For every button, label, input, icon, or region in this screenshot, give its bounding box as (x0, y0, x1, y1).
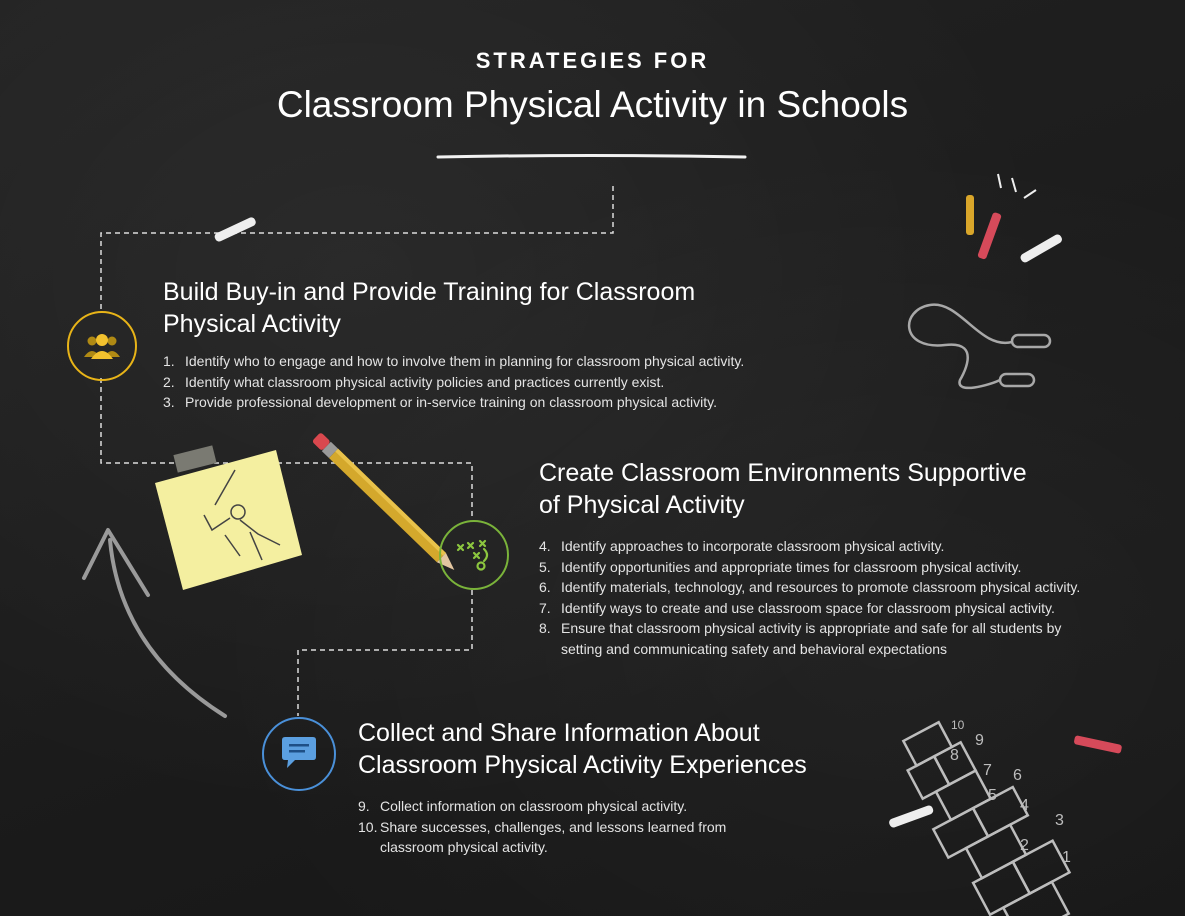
section-2-heading-line2: of Physical Activity (539, 491, 745, 519)
hopscotch-number: 10 (951, 718, 965, 732)
section-3-heading (358, 717, 807, 781)
hopscotch-grid (890, 701, 1086, 916)
title-underline (438, 156, 745, 158)
section-2-list (539, 536, 1179, 659)
list-item (358, 796, 838, 817)
item-text: Share successes, challenges, and lessons learned from (380, 818, 727, 835)
list-item (539, 598, 1179, 619)
list-item (539, 557, 1179, 578)
section-2-heading-line1: Create Classroom Environments Supportive (539, 459, 1027, 487)
playbook-icon (454, 537, 494, 573)
section-2-heading (539, 457, 1027, 521)
item-text-continued: setting and communicating safety and behavioral expectations (561, 640, 948, 657)
section-3-heading-line2: Classroom Physical Activity Experiences (358, 751, 807, 779)
hopscotch-number: 4 (1020, 797, 1029, 814)
item-text: Ensure that classroom physical activity is appropriate and safe for all students by (561, 620, 1062, 636)
item-text: Identify opportunities and appropriate times for classroom physical activity. (561, 558, 1022, 575)
section-1-badge (67, 311, 137, 381)
list-item (163, 392, 843, 413)
list-item (539, 618, 1179, 659)
page-kicker: STRATEGIES FOR (475, 48, 710, 73)
jump-rope-drawing (909, 305, 1050, 388)
section-1-heading (163, 276, 695, 340)
hopscotch-number: 7 (983, 762, 992, 779)
item-text: Identify who to engage and how to involve them in planning for classroom physical activity. (185, 353, 745, 369)
section-3-heading-line1: Collect and Share Information About (358, 719, 760, 747)
dashed-connector (101, 186, 613, 716)
hopscotch-number: 6 (1013, 767, 1022, 784)
item-number: 3. (163, 394, 175, 410)
list-item (539, 536, 1179, 557)
section-3-list (358, 796, 838, 858)
speech-bubble-icon (279, 736, 319, 772)
hopscotch-number: 8 (950, 747, 959, 764)
item-number: 9. (358, 798, 370, 814)
item-text: Identify approaches to incorporate classroom physical activity. (561, 538, 945, 554)
list-item (163, 372, 843, 393)
item-text: Identify materials, technology, and resources to promote classroom physical activity. (561, 579, 1081, 595)
people-icon (83, 333, 121, 359)
item-text-continued: classroom physical activity. (380, 839, 548, 855)
hopscotch-number: 3 (1055, 812, 1064, 829)
hopscotch-number: 2 (1020, 837, 1029, 854)
item-number: 8. (539, 620, 551, 636)
hopscotch-numbers (950, 718, 1071, 866)
section-3-badge (262, 717, 336, 791)
section-2-badge (439, 520, 509, 590)
section-1-heading-line1: Build Buy-in and Provide Training for Classroom (163, 278, 696, 306)
item-number: 4. (539, 538, 551, 554)
hopscotch-number: 1 (1062, 849, 1071, 866)
item-number: 6. (539, 579, 551, 595)
item-number: 7. (539, 599, 551, 616)
section-1-heading-line2: Physical Activity (163, 310, 341, 338)
page-title: Classroom Physical Activity in Schools (276, 84, 909, 125)
item-number: 2. (163, 373, 175, 390)
item-text: Collect information on classroom physical activity. (380, 798, 688, 814)
hopscotch-number: 9 (975, 732, 984, 749)
item-number: 10. (358, 818, 378, 835)
list-item (358, 817, 838, 858)
pencil (312, 432, 459, 575)
hopscotch-number: 5 (988, 787, 997, 804)
item-text: Identify what classroom physical activity policies and practices currently exist. (185, 373, 665, 390)
item-number: 1. (163, 353, 175, 369)
item-text: Identify ways to create and use classroom space for classroom physical activity. (561, 599, 1055, 616)
item-text: Provide professional development or in-service training on classroom physical activity. (185, 394, 717, 410)
section-1-list (163, 351, 843, 413)
item-number: 5. (539, 558, 551, 575)
list-item (163, 351, 843, 372)
list-item (539, 577, 1179, 598)
sticky-note (155, 445, 302, 590)
